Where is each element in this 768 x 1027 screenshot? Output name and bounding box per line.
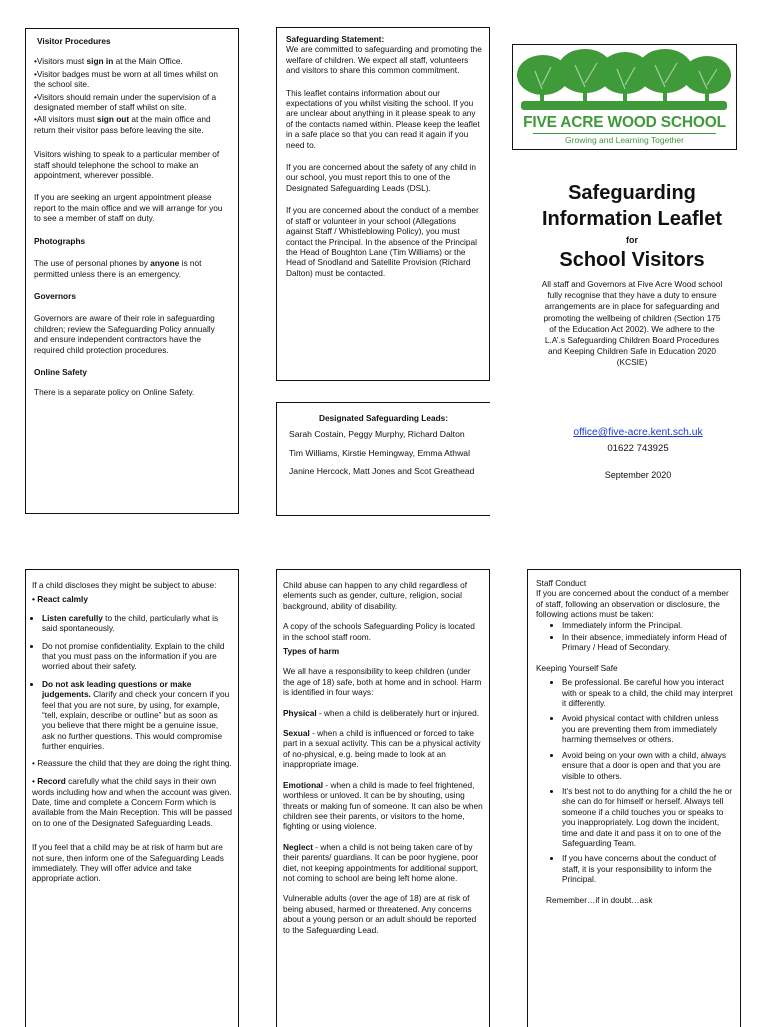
list-item: • Do not ask leading questions or make judgements. Clarify and check your concern if you feel that you are not sure, by using, for example, “tell, explain, describe or outline” but as soon as you believe that there might be a genuine issue, ask no further questions. This would compromise further enquiries. <box>42 679 232 752</box>
list-item: • Avoid physical contact with children unless you are preventing them from immediately harming themselves or others. <box>562 713 734 744</box>
list-item: • Visitors should remain under the supervision of a designated member of staff whilst on site. <box>34 92 230 113</box>
disclosure-outro: If you feel that a child may be at risk of harm but are not sure, then inform one of the Safeguarding Leads immediately. They will offer advice and take appropriate action. <box>32 842 224 884</box>
dsl-names-line-2: Tim Williams, Kirstie Hemingway, Emma Athwal <box>289 447 470 458</box>
list-item: • It’s best not to do anything for a child the he or she can do for himself or herself. Always tell someone if a child touches you or speaks to you inappropriately. Log down the incident, time and date it and pass it on to one of the Safeguarding Team. <box>562 786 734 848</box>
harm-neglect: Neglect - when a child is not being taken care of by their parents/ guardians. It can be poor hygiene, poor diet, not keeping appointments for additional support, not coming to school are being left home alone. <box>283 841 479 883</box>
online-safety-text: There is a separate policy on Online Safety. <box>34 387 195 398</box>
statement-report-text: If you are concerned about the safety of any child in our school, you must report this to one of the Designated Safeguarding Leads (DSL). <box>286 162 477 193</box>
visitor-urgent-text: If you are seeking an urgent appointment please report to the main office and we will arrange for you to see a member of staff on duty. <box>34 192 223 224</box>
list-item: • Visitors must sign in at the Main Office. <box>34 56 230 66</box>
trees-icon <box>513 45 735 117</box>
list-item: • All visitors must sign out at the main office and return their visitor pass before leaving the site. <box>34 114 230 135</box>
panel-child-disclosure <box>25 569 239 1027</box>
dsl-names-line-1: Sarah Costain, Peggy Murphy, Richard Dalton <box>289 429 465 440</box>
harm-responsibility: We all have a responsibility to keep children (under the age of 18) safe, both at home and in school. Harm is identified in four ways: <box>283 666 482 698</box>
disclosure-list <box>32 613 232 752</box>
staff-conduct-text: If you are concerned about the conduct of a member of staff, following an observation or disclosure, the following actions must be taken: <box>536 588 729 620</box>
school-tagline: Growing and Learning Together <box>565 135 684 145</box>
school-name: FIVE ACRE WOOD SCHOOL <box>523 114 726 131</box>
list-item: • Be professional. Be careful how you interact with or speak to a child, the child may interpret it differently. <box>562 677 734 708</box>
list-item: • Listen carefully to the child, particularly what is said spontaneously. <box>42 613 232 634</box>
harm-emotional: Emotional - when a child is made to feel frightened, worthless or unloved. It can be by shouting, using threats or making fun of someone. It can also be when children see their parents, or visitors to the home, fighting or using violence. <box>283 779 483 832</box>
statement-conduct-text: If you are concerned about the conduct of a member of staff or volunteer in your school (Allegations against Staff / Whistleblowing Policy), you must contact the Principal. In the absence of the Principal the Head of Boughton Lane (Tim Williams) or the Head of Snodland and Satellite Provision (Richard Dalton) must be contacted. <box>286 205 479 278</box>
panel-safeguarding-statement <box>276 27 490 381</box>
list-item: • If you have concerns about the conduct of staff, it is your responsibility to inform the Principal. <box>562 853 734 884</box>
policy-location: A copy of the schools Safeguarding Policy is located in the school staff room. <box>283 621 475 642</box>
photographs-title: Photographs <box>34 235 86 246</box>
school-tagline-rule <box>533 133 716 134</box>
visitor-appointment-text: Visitors wishing to speak to a particular member of staff should telephone the school to make an appointment, wherever possible. <box>34 149 220 181</box>
safeguarding-statement-title: Safeguarding Statement: <box>286 34 385 44</box>
list-item: • Do not promise confidentiality. Explain to the child that you must pass on the information if you are worried about their safety. <box>42 641 232 672</box>
cover-intro-text: All staff and Governors at Five Acre Wood school fully recognise that they have a duty to ensure arrangements are in place for safeguarding and promoting the wellbeing of children (Section 175 of the Education Act 2002). We adhere to the L.A’.s Safeguarding Children Board Procedures and Keeping Children Safe in Education 2020 (KCSIE) <box>541 279 723 368</box>
cover-title-leaflet: Information Leaflet <box>541 208 722 230</box>
visitor-bullet-list <box>34 56 230 135</box>
panel-types-of-harm <box>276 569 490 1027</box>
list-item: • Immediately inform the Principal. <box>562 620 734 630</box>
disclosure-record: • Record carefully what the child says in their own words including how and when the account was given. Date, time and complete a Concern Form which is available from the Main Reception. This will be passed on to one of the Designated Safeguarding Leads. <box>32 776 232 828</box>
disclosure-reassure: • Reassure the child that they are doing the right thing. <box>32 757 232 768</box>
dsl-names-line-3: Janine Hercock, Matt Jones and Scot Greathead <box>289 466 475 477</box>
disclosure-intro: If a child discloses they might be subject to abuse: <box>32 580 217 590</box>
contact-email-link[interactable]: office@five-acre.kent.sch.uk <box>573 427 703 438</box>
remember-text: Remember…if in doubt…ask <box>546 894 653 905</box>
contact-phone: 01622 743925 <box>607 443 669 454</box>
panel-visitor-procedures <box>25 28 239 514</box>
types-of-harm-title: Types of harm <box>283 646 340 657</box>
harm-intro: Child abuse can happen to any child regardless of elements such as gender, culture, religion, social background, ability of disability. <box>283 580 468 611</box>
photographs-text: The use of personal phones by anyone is not permitted unless there is an emergency. <box>34 258 202 279</box>
cover-titles <box>512 180 752 273</box>
governors-text: Governors are aware of their role in safeguarding children; review the Safeguarding Policy annually and ensure independent contractors have the required child protection procedures. <box>34 313 215 355</box>
cover-title-safeguarding: Safeguarding <box>568 182 696 204</box>
list-item: • Avoid being on your own with a child, always ensure that a door is open and that you are visible to others. <box>562 750 734 781</box>
keeping-safe-list <box>536 677 734 884</box>
harm-physical: Physical - when a child is deliberately hurt or injured. <box>283 707 480 718</box>
governors-title: Governors <box>34 290 76 301</box>
cover-title-visitors: School Visitors <box>559 249 705 271</box>
staff-conduct-title: Staff Conduct <box>536 578 587 588</box>
visitor-procedures-title: Visitor Procedures <box>37 36 111 46</box>
school-logo <box>512 44 737 150</box>
online-safety-title: Online Safety <box>34 366 88 377</box>
harm-sexual: Sexual - when a child is influenced or forced to take part in a sexual activity. This can be a physical activity of no-physical, e.g. being made to look at an inappropriate image. <box>283 728 481 770</box>
dsl-title: Designated Safeguarding Leads: <box>318 413 449 423</box>
list-item: • Visitor badges must be worn at all times whilst on the school site. <box>34 69 230 90</box>
leaflet-date: September 2020 <box>604 470 672 480</box>
cover-title-for: for <box>626 235 638 245</box>
disclosure-react-calmly: • React calmly <box>32 594 88 605</box>
keeping-safe-title: Keeping Yourself Safe <box>536 662 618 673</box>
list-item: • In their absence, immediately inform Head of Primary / Head of Secondary. <box>562 632 734 653</box>
staff-conduct-actions <box>536 620 734 653</box>
statement-commitment-text: We are committed to safeguarding and promoting the welfare of children. We expect all staff, volunteers and visitors to share this common commitment. <box>286 44 482 76</box>
statement-leaflet-text: This leaflet contains information about our expectations of you whilst visiting the school. If you are unclear about anything in it please speak to any of the contacts named within. Please keep the leaflet in a safe place so that you can read it again if you need to. <box>286 87 480 150</box>
panel-staff-conduct <box>527 569 741 1027</box>
vulnerable-adults: Vulnerable adults (over the age of 18) are at risk of being abused, harmed or threatened. Any concerns about a young person or an adult should be reported to the Safeguarding Lead. <box>283 893 477 935</box>
panel-designated-leads <box>276 402 490 516</box>
